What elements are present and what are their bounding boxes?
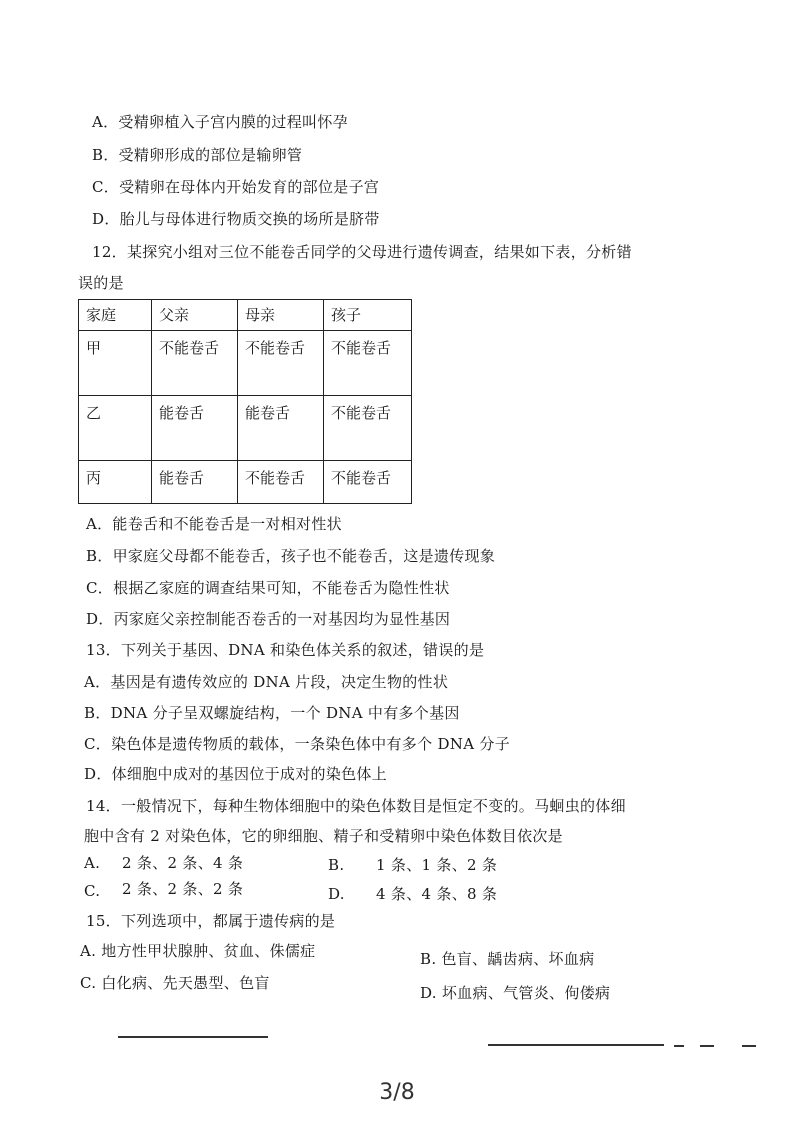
footer-rule-dash — [742, 1045, 756, 1047]
table-cell: 不能卷舌 — [324, 331, 412, 396]
q14-option-d-text: 4 条、4 条、8 条 — [376, 885, 498, 903]
table-header-cell: 母亲 — [238, 300, 324, 331]
q15-option-b: B. 色盲、龋齿病、坏血病 — [420, 950, 595, 968]
table-cell: 甲 — [79, 331, 152, 396]
q12-option-c: C．根据乙家庭的调查结果可知，不能卷舌为隐性性状 — [86, 579, 450, 597]
q14-option-b-text: 1 条、1 条、2 条 — [376, 856, 498, 874]
table-cell: 不能卷舌 — [324, 396, 412, 461]
page-number: 3/8 — [379, 1080, 415, 1105]
q14-option-d-letter: D. — [328, 885, 345, 903]
q13-option-c: C．染色体是遗传物质的载体，一条染色体中有多个 DNA 分子 — [84, 735, 510, 753]
table-row — [79, 396, 412, 461]
table-cell: 不能卷舌 — [324, 461, 412, 504]
q15-option-c: C. 白化病、先天愚型、色盲 — [80, 974, 270, 992]
q14-stem-line2: 胞中含有 2 对染色体，它的卵细胞、精子和受精卵中染色体数目依次是 — [84, 827, 563, 845]
table-cell: 不能卷舌 — [238, 331, 324, 396]
table-cell: 丙 — [79, 461, 152, 504]
q14-stem-line1: 14．一般情况下，每种生物体细胞中的染色体数目是恒定不变的。马蛔虫的体细 — [86, 797, 626, 815]
footer-rule-dash — [700, 1045, 714, 1047]
q13-stem: 13．下列关于基因、DNA 和染色体关系的叙述，错误的是 — [86, 641, 485, 659]
q15-option-d: D. 坏血病、气管炎、佝偻病 — [420, 984, 611, 1002]
table-row — [79, 331, 412, 396]
table-cell: 能卷舌 — [152, 461, 238, 504]
q13-option-b: B．DNA 分子呈双螺旋结构，一个 DNA 中有多个基因 — [84, 704, 460, 722]
footer-rule-dash — [674, 1045, 684, 1047]
q11-option-b: B．受精卵形成的部位是输卵管 — [92, 146, 303, 164]
q15-stem: 15．下列选项中，都属于遗传病的是 — [86, 912, 336, 930]
q12-option-a: A．能卷舌和不能卷舌是一对相对性状 — [86, 515, 342, 533]
q14-option-a-letter: A. — [84, 854, 101, 872]
table-header-cell: 父亲 — [152, 300, 238, 331]
table-header-cell: 孩子 — [324, 300, 412, 331]
q14-option-c-letter: C. — [84, 882, 101, 900]
q13-option-a: A．基因是有遗传效应的 DNA 片段，决定生物的性状 — [84, 673, 449, 691]
q12-option-d: D．丙家庭父亲控制能否卷舌的一对基因均为显性基因 — [86, 610, 451, 628]
q12-stem-line2: 误的是 — [78, 274, 124, 292]
q13-option-d: D．体细胞中成对的基因位于成对的染色体上 — [84, 765, 388, 783]
survey-table — [78, 299, 412, 504]
q11-option-d: D．胎儿与母体进行物质交换的场所是脐带 — [92, 210, 380, 228]
table-row — [79, 461, 412, 504]
table-header-cell: 家庭 — [79, 300, 152, 331]
q11-option-c: C．受精卵在母体内开始发育的部位是子宫 — [92, 178, 380, 196]
q11-option-a: A．受精卵植入子宫内膜的过程叫怀孕 — [92, 113, 348, 131]
table-cell: 乙 — [79, 396, 152, 461]
table-cell: 不能卷舌 — [238, 461, 324, 504]
q14-option-c-text: 2 条、2 条、2 条 — [122, 880, 244, 898]
table-cell: 能卷舌 — [238, 396, 324, 461]
table-cell: 能卷舌 — [152, 396, 238, 461]
q12-option-b: B．甲家庭父母都不能卷舌，孩子也不能卷舌，这是遗传现象 — [86, 547, 496, 565]
q14-option-b-letter: B. — [328, 856, 345, 874]
footer-rule-right — [488, 1044, 664, 1046]
q14-option-a-text: 2 条、2 条、4 条 — [122, 854, 244, 872]
table-header-row — [79, 300, 412, 331]
q12-stem-line1: 12．某探究小组对三位不能卷舌同学的父母进行遗传调查，结果如下表，分析错 — [92, 243, 632, 261]
q15-option-a: A. 地方性甲状腺肿、贫血、侏儒症 — [80, 942, 316, 960]
table-cell: 不能卷舌 — [152, 331, 238, 396]
footer-rule-left — [118, 1036, 268, 1038]
